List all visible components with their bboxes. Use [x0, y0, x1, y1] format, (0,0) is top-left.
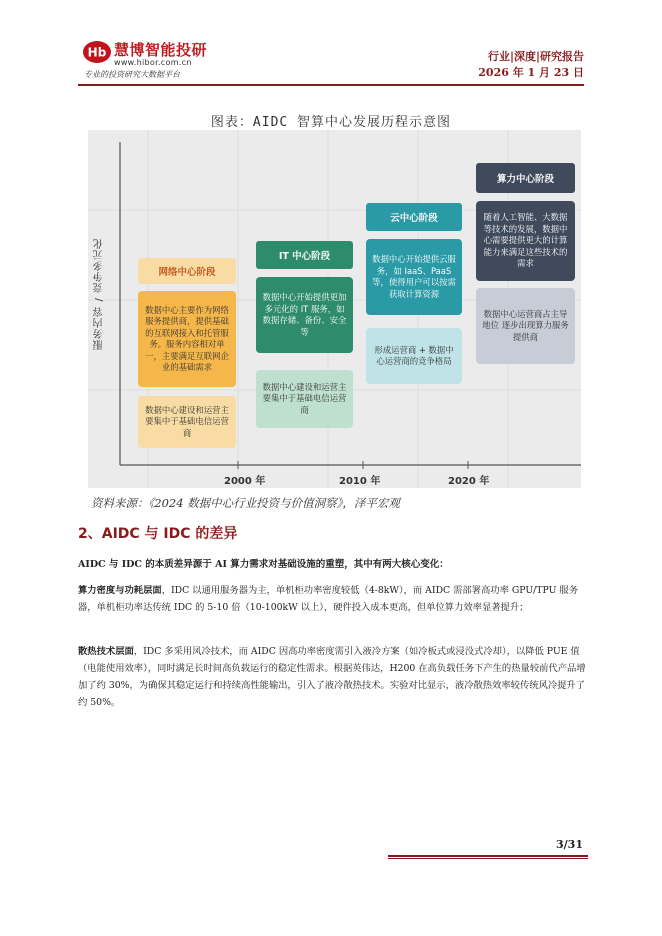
paragraph-cooling-label: 散热技术层面 [78, 646, 134, 657]
stage-network-desc: 数据中心主要作为网络服务提供商，提供基础的互联网接入和托管服务。服务内容相对单一，主要满足互联网企业的基础需求 [138, 291, 236, 387]
stage-cloud-market: 形成运营商 + 数据中心运营商的竞争格局 [366, 328, 462, 384]
stage-it-desc: 数据中心开始提供更加多元化的 IT 服务，如数据存储、备份、安全等 [256, 277, 353, 353]
logo-url: www.hibor.com.cn [114, 58, 192, 67]
paragraph-cooling-text: ，IDC 多采用风冷技术，而 AIDC 因高功率密度需引入液冷方案（如冷板式或浸没式冷却），以降低 PUE 值（电能使用效率），同时满足长时间高负载运行的稳定性需求。根据英伟达，H200 在高负载任务下产生的热量较前代产品增加了约 30%，为确保其稳定运行和持续高性能输出，引入了液冷散热技术。实验对比显示，液冷散热效率较传统风冷提升了约 50%。 [78, 646, 586, 708]
report-date: 2026 年 1 月 23 日 [478, 66, 584, 79]
stage-network-market: 数据中心建设和运营主要集中于基础电信运营商 [138, 396, 236, 448]
figure-source: 资料来源：《2024 数据中心行业投资与价值洞察》，泽平宏观 [91, 496, 400, 510]
header-divider [78, 84, 584, 86]
stage-cloud-desc: 数据中心开始提供云服务，如 IaaS、PaaS 等，使得用户可以按需获取计算资源 [366, 239, 462, 315]
figure-title: 图表：AIDC 智算中心发展历程示意图 [210, 115, 452, 130]
paragraph-compute-density-label: 算力密度与功耗层面 [78, 585, 162, 596]
footer-divider [388, 855, 588, 857]
stage-network-title: 网络中心阶段 [138, 258, 236, 284]
y-axis-label: 服务内容 / 竞争多元化 [94, 238, 105, 350]
footer-divider-thin [388, 858, 588, 859]
stage-compute-market: 数据中心运营商占主导地位 逐步出现算力服务提供商 [476, 288, 575, 364]
section-lead: AIDC 与 IDC 的本质差异源于 AI 算力需求对基础设施的重塑，其中有两大核心变化： [78, 559, 449, 570]
hibor-logo [82, 38, 212, 80]
tick-2000: 2000 年 [224, 476, 266, 487]
paragraph-cooling [78, 643, 588, 711]
hibor-logo-icon [82, 40, 112, 64]
section-title: 2、AIDC 与 IDC 的差异 [78, 526, 238, 542]
report-category: 行业|深度|研究报告 [487, 50, 584, 63]
paragraph-compute-density [78, 582, 588, 616]
logo-slogan: 专业的投资研究大数据平台 [84, 70, 180, 79]
logo-name: 慧博智能投研 [114, 41, 208, 59]
stage-it-title: IT 中心阶段 [256, 241, 353, 269]
stage-cloud-title: 云中心阶段 [366, 203, 462, 231]
paragraph-compute-density-text: ，IDC 以通用服务器为主，单机柜功率密度较低（4-8kW），而 AIDC 需部署高功率 GPU/TPU 服务器，单机柜功率达传统 IDC 的 5-10 倍（10-100kW 以上），硬件投入成本更高，但单位算力效率显著提升； [78, 585, 578, 613]
stage-it-market: 数据中心建设和运营主要集中于基础电信运营商 [256, 370, 353, 428]
tick-2010: 2010 年 [339, 476, 381, 487]
stage-compute-desc: 随着人工智能、大数据等技术的发展，数据中心需要提供更大的计算能力来满足这些技术的需求 [476, 201, 575, 281]
tick-2020: 2020 年 [448, 476, 490, 487]
page-number: 3/31 [556, 838, 583, 851]
stage-compute-title: 算力中心阶段 [476, 163, 575, 193]
svg-text:Hb: Hb [87, 45, 107, 60]
